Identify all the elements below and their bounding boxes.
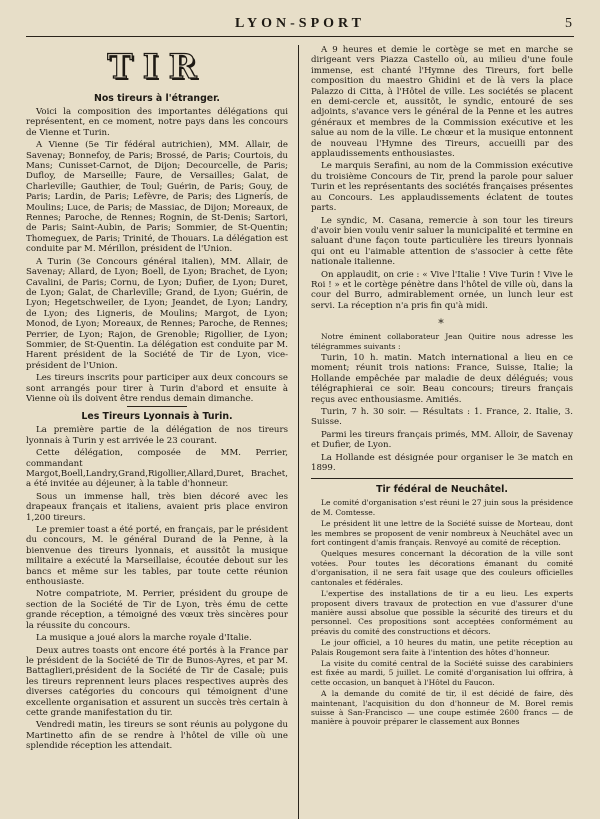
paragraph: Sous un immense hall, très bien décoré avec les drapeaux français et italiens, avaient pris place environ 1,200 tireurs. [26, 491, 288, 523]
section-title: TIR [107, 47, 207, 87]
telegram: Turin, 10 h. matin. Match international a lieu en ce moment; réunit trois nations: France, Suisse, Italie; la Hollande empêchée par maladie de deux délégués; vous télégraphierai ce soir. Beau concours; tireurs français reçus avec enthousiasme. Amitiés. [311, 352, 573, 405]
heading-neuchatel: Tir fédéral de Neuchâtel. [376, 484, 508, 496]
paragraph: Le syndic, M. Casana, remercie à son tour les tireurs d'avoir bien voulu venir saluer la municipalité et termine en saluant d'une façon toute particulière les tireurs lyonnais qui ont eu l'aimable attention de s'associer à cette fête nationale italienne. [311, 215, 573, 268]
divider [311, 478, 573, 479]
heading-lyon-turin: Les Tireurs Lyonnais à Turin. [81, 411, 233, 423]
left-column [26, 45, 299, 819]
paragraph: Le président lit une lettre de la Société suisse de Morteau, dont les membres se proposent de venir nombreux à Neuchâtel avec un fort contingent d'amis français. Renvoyé au comité de réception. [311, 519, 573, 548]
paragraph: On applaudit, on crie : « Vive l'Italie ! Vive Turin ! Vive le Roi ! » et le cortège pénètre dans l'hôtel de ville où, dans la cour del Burro, admirablement ornée, un lunch leur est servi. La réception n'a pris fin qu'à midi. [311, 269, 573, 311]
paragraph: La visite du comité central de la Société suisse des carabiniers est fixée au mardi, 5 juillet. Le comité d'organisation lui offrira, à cette occasion, un banquet à l'Hôtel du Faucon. [311, 658, 573, 687]
paragraph: Notre compatriote, M. Perrier, président du groupe de section de la Société de Tir de Lyon, très ému de cette grande réception, a témoigné des vœux très sincères pour la réussite du concours. [26, 589, 288, 631]
paragraph: Voici la composition des importantes délégations qui représentent, en ce moment, notre pays dans les concours de Vienne et Turin. [26, 107, 288, 138]
heading-abroad: Nos tireurs à l'étranger. [93, 93, 220, 104]
paragraph: A Vienne (5e Tir fédéral autrichien), MM. Allair, de Savenay; Bonnefoy, de Paris; Brossé, de Paris; Courtois, du Mans; Cunisset-Carnot, de Dijon; Decourcelle, de Paris; Dufloy, de Marseille; Faure, de Versailles; Galat, de Charleville; Gauthier, de Toul; Guérin, de Paris; Gouy, de Paris; Lardin, de Paris; Lefèvre, de Paris; des Lignerís, de Moulins; Luce, de Paris; de Massiac, de Dijon; Moreaux, de Rennes; Paroche, de Rennes; Rognin, de St-Denis; Sartori, de Paris; Saint-Aubin, de Paris; Sommier, de St-Quentin; Thomeguex, de Paris; Trinité, de Thouars. La délégation est conduite par M. Mérillon, président de l'Union. [26, 140, 288, 255]
paragraph: Le marquis Serafini, au nom de la Commission exécutive du troisième Concours de Tir, prend la parole pour saluer Turin et les représentants des sociétés françaises présentes au Concours. Les applaudissements éclatent de toutes parts. [311, 161, 573, 214]
paragraph: A Turin (3e Concours général italien), MM. Allair, de Savenay; Allard, de Lyon; Boell, de Lyon; Brachet, de Lyon; Cavalini, de Paris; Cornu, de Lyon; Dufier, de Lyon; Duret, de Lyon; Galat, de Charleville; Grand, de Lyon; Guérin, de Lyon; Hegetschweiler, de Lyon; Jeandet, de Lyon; Landry, de Lyon; des Ligneris, de Moulins; Margot, de Lyon; Monod, de Lyon; Moreaux, de Rennes; Paroche, de Rennes; Perrier, de Lyon; Rajon, de Grenoble; Rigollier, de Lyon; Sommier, de St-Quentin. La délégation est conduite par M. Harent président de la Société de Tir de Lyon, vice-président de l'Union. [26, 256, 288, 371]
paragraph: A 9 heures et demie le cortège se met en marche se dirigeant vers Piazza Castello où, au milieu d'une foule immense, est chanté l'Hymne des Tireurs, fort belle composition du maestro Ghidini et de là vers la place Palazzo di Citta, à l'Hôtel de ville. Les sociétés se placent en demi-cercle et, aussitôt, le syndic, entouré de ses adjoints, s'avance vers le général de la Penne et les autres généraux et membres de la Commission exécutive et les salue au nom de la ville. Le chœur et la musique entonnent de nouveau l'Hymne des Tireurs, accueilli par des applaudissements enthousiastes. [311, 45, 573, 160]
divider [127, 406, 187, 407]
columns [26, 45, 574, 819]
paragraph: La première partie de la délégation de nos tireurs lyonnais à Turin y est arrivée le 23 courant. [26, 425, 288, 446]
paragraph: Quelques mesures concernant la décoration de la ville sont votées. Pour toutes les décorations émanant du comité d'organisation, il ne sera fait usage que des couleurs officielles cantonales et fédérales. [311, 549, 573, 587]
telegram-intro: Notre éminent collaborateur Jean Quitire nous adresse les télégrammes suivants : [311, 332, 573, 351]
telegram: Turin, 7 h. 30 soir. — Résultats : 1. France, 2. Italie, 3. Suisse. [311, 407, 573, 428]
publication-title: LYON-SPORT [234, 16, 365, 31]
paragraph: La musique a joué alors la marche royale d'Italie. [36, 633, 252, 644]
paragraph: L'expertise des installations de tir a eu lieu. Les experts proposent divers travaux de protection en vue d'assurer d'une manière aussi absolue que possible la sécurité des tireurs et du personnel. Ces propositions sont acceptées conformément au préavis du comité des constructions et décors. [311, 589, 573, 636]
paragraph: A la demande du comité de tir, il est décidé de faire, dès maintenant, l'acquisition du don d'honneur de M. Borel remis suisse à San-Francisco — une coupe estimée 2600 francs — de manière à pouvoir préparer le classement aux Bonnes [311, 689, 573, 727]
paragraph: Deux autres toasts ont encore été portés à la France par le président de la Société de Tir de Bunos-Ayres, et par M. Battaglieri,président de la Société de Tir de Casale; puis les tireurs reprennent leurs places respectives auprès des diverses catégories du concours qui témoignent d'une excellente organisation et assurent un succès très certain à cette grande manifestation du tir. [26, 645, 288, 718]
paragraph: Cette délégation, composée de MM. Perrier, commandant Margot,Boell,Landry,Grand,Rigollier,Allard,Duret, Brachet, a été invitée au déjeuner, à la table d'honneur. [26, 448, 288, 490]
telegram: La Hollande est désignée pour organiser le 3e match en 1899. [311, 452, 573, 474]
paragraph: Vendredi matin, les tireurs se sont réunis au polygone du Martinetto afin de se rendre à l'hôtel de ville où une splendide réception les attendait. [26, 720, 288, 752]
right-column [299, 45, 573, 819]
paragraph: Les tireurs inscrits pour participer aux deux concours se sont arrangés pour tirer à Turin d'abord et ensuite à Vienne où ils doivent être rendus demain dimanche. [26, 373, 288, 404]
asterism: * [438, 317, 446, 331]
paragraph: Le comité d'organisation s'est réuni le 27 juin sous la présidence de M. Comtesse. [311, 498, 573, 517]
paragraph: Le premier toast a été porté, en français, par le président du concours, M. le général Durand de la Penne, à la bienvenue des tireurs lyonnais, et aussitôt la musique militaire a exécuté la Marseillaise, écoutée debout sur les bancs et même sur les tables, par toute cette réunion enthousiaste. [26, 525, 288, 588]
paragraph: Le jour officiel, a 10 heures du matin, une petite réception au Palais Rougemont sera faite à l'intention des hôtes d'honneur. [311, 638, 573, 657]
telegram: Parmi les tireurs français primés, MM. Alloir, de Savenay et Dufier, de Lyon. [311, 429, 573, 451]
page-number: 5 [565, 16, 572, 31]
page-header [26, 14, 574, 37]
